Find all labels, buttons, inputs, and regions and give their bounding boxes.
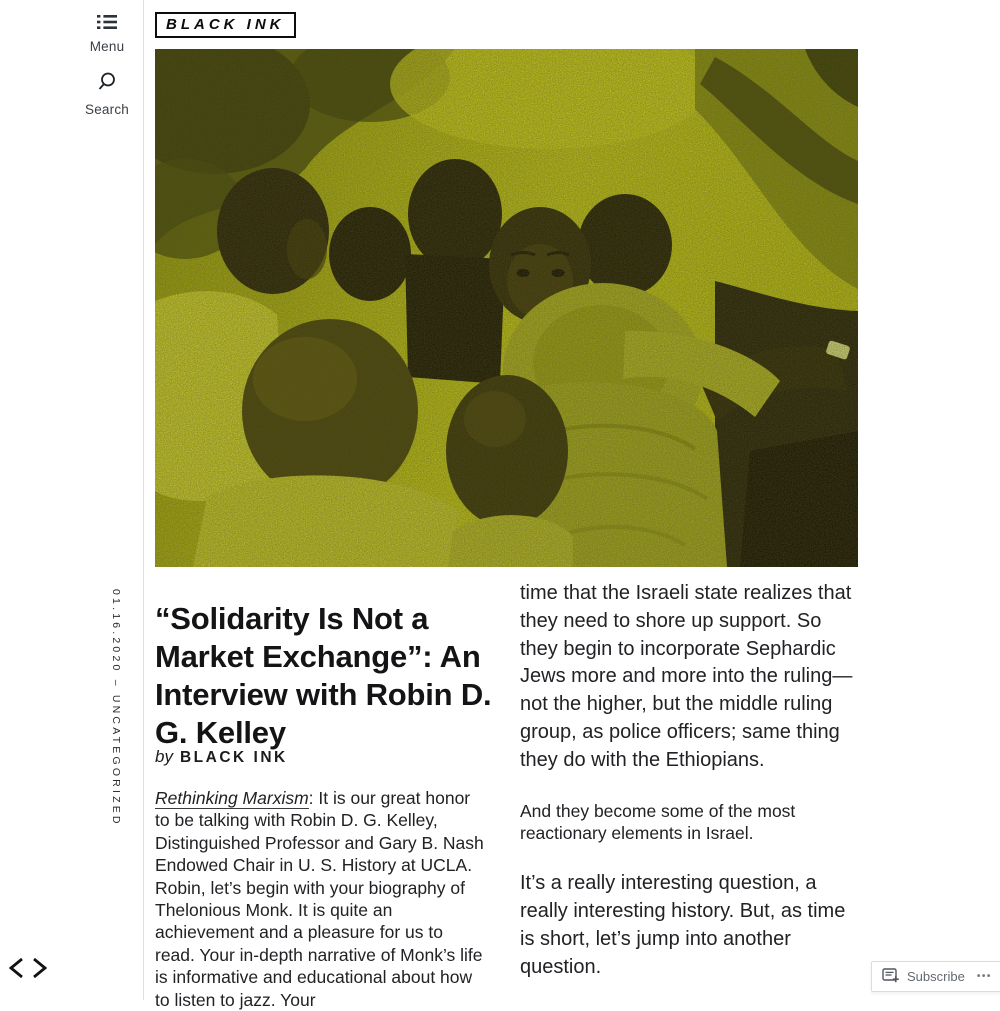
hero-image xyxy=(155,49,858,567)
meta-dash: – xyxy=(110,679,122,689)
search-icon xyxy=(95,81,119,98)
article-paragraph-intro xyxy=(155,787,487,1011)
site-logo[interactable]: BLACK INK xyxy=(155,12,296,38)
article-paragraph-answer: time that the Israeli state realizes that they need to shore up support. So they begin to incorporate Sephardic Jews more and more into the ruling—not the higher, but the middle ruling group, as police officers; same thing they do with the Ethiopians. xyxy=(520,582,853,771)
article-column-left xyxy=(155,787,487,1011)
hero-duotone-illustration xyxy=(155,49,858,567)
byline xyxy=(155,747,288,767)
subscribe-button[interactable] xyxy=(871,961,1000,992)
article-column-right xyxy=(520,580,860,982)
next-post-arrow[interactable] xyxy=(34,959,45,977)
post-date-link[interactable]: 01.16.2020 xyxy=(110,589,122,674)
intro-text: : It is our great honor to be talking with Robin D. G. Kelley, Distinguished Professor and Gary B. Nash Endowed Chair in U. S. History at UCLA. Robin, let’s begin with your biography of Thelonious Monk. It is quite an achievement and a pleasure for us to read. Your in-depth narrative of Monk’s life is informative and educational about how to listen to jazz. Your xyxy=(155,788,484,1010)
search-label: Search xyxy=(85,102,129,117)
menu-label: Menu xyxy=(89,39,125,54)
byline-author-link[interactable]: BLACK INK xyxy=(179,749,288,766)
previous-post-arrow[interactable] xyxy=(11,959,22,977)
sidebar-divider xyxy=(143,0,144,1000)
rethinking-marxism-link[interactable]: Rethinking Marxism xyxy=(155,788,309,808)
post-category-link[interactable]: UNCATEGORIZED xyxy=(110,694,122,827)
subscribe-label: Subscribe xyxy=(907,969,965,984)
article-paragraph-question: And they become some of the most reactionary elements in Israel. xyxy=(520,800,796,843)
article-paragraph-answer: It’s a really interesting question, a really interesting history. But, as time is short, let’s jump into another question. xyxy=(520,872,846,978)
byline-prefix: by xyxy=(155,747,173,766)
menu-list-icon xyxy=(96,18,118,35)
post-meta-vertical xyxy=(110,589,122,829)
subscribe-options-button[interactable]: ••• xyxy=(976,971,992,982)
post-title: “Solidarity Is Not a Market Exchange”: An Interview with Robin D. G. Kelley xyxy=(155,600,492,750)
subscribe-follow-icon xyxy=(882,967,900,987)
menu-button[interactable] xyxy=(72,13,142,54)
post-navigation xyxy=(5,955,51,981)
search-button[interactable] xyxy=(72,70,142,117)
